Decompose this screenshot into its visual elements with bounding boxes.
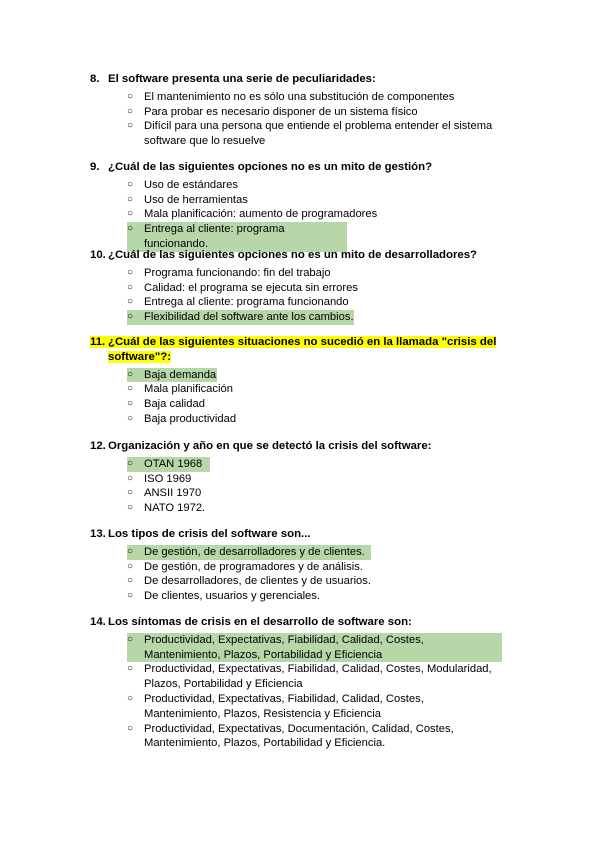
circle-bullet-icon: ○ bbox=[127, 208, 134, 220]
option-item: ○ Productividad, Expectativas, Fiabilidad, Calidad, Costes, Modularidad, Plazos, Portabilidad y Eficiencia bbox=[127, 663, 492, 691]
question-10 bbox=[90, 248, 520, 325]
option-item-correct: ○ Productividad, Expectativas, Fiabilidad, Calidad, Costes, Mantenimiento, Plazos, Portabilidad y Eficiencia bbox=[127, 633, 502, 663]
circle-bullet-icon: ○ bbox=[127, 412, 134, 424]
option-item: ○ Programa funcionando: fin del trabajo bbox=[127, 266, 331, 279]
option-item: ○ El mantenimiento no es sólo una substitución de componentes bbox=[127, 90, 455, 103]
option-item-correct: ○ Flexibilidad del software ante los cambios. bbox=[127, 311, 354, 324]
option-item: ○ Baja calidad bbox=[127, 398, 205, 411]
circle-bullet-icon: ○ bbox=[127, 692, 134, 704]
question-title: 14. Los síntomas de crisis en el desarrollo de software son: bbox=[90, 616, 412, 628]
options-list bbox=[90, 457, 520, 516]
circle-bullet-icon: ○ bbox=[127, 105, 134, 117]
option-item-correct: ○ Baja demanda bbox=[127, 368, 217, 381]
option-item: ○ Uso de herramientas bbox=[127, 193, 248, 206]
circle-bullet-icon: ○ bbox=[127, 281, 134, 293]
option-item-correct: ○ De gestión, de desarrolladores y de clientes. bbox=[127, 545, 371, 560]
question-highlight: 11. ¿Cuál de las siguientes situaciones no sucedió en la llamada "crisis del software"?: bbox=[90, 336, 497, 363]
question-title: 10. ¿Cuál de las siguientes opciones no es un mito de desarrolladores? bbox=[90, 249, 478, 261]
question-title: 13. Los tipos de crisis del software son... bbox=[90, 528, 311, 540]
question-9 bbox=[90, 160, 520, 252]
options-list bbox=[90, 633, 502, 751]
question-13 bbox=[90, 527, 520, 604]
circle-bullet-icon: ○ bbox=[127, 633, 134, 645]
option-item: ○ Uso de estándares bbox=[127, 178, 238, 191]
question-title bbox=[90, 335, 520, 365]
circle-bullet-icon: ○ bbox=[127, 368, 134, 380]
option-item-correct: ○ Entrega al cliente: programa funcionando. bbox=[127, 222, 347, 252]
option-item: ○ NATO 1972. bbox=[127, 502, 206, 515]
options-list bbox=[90, 368, 520, 427]
circle-bullet-icon: ○ bbox=[127, 383, 134, 395]
circle-bullet-icon: ○ bbox=[127, 193, 134, 205]
option-item: ○ Entrega al cliente: programa funcionando bbox=[127, 296, 349, 309]
circle-bullet-icon: ○ bbox=[127, 178, 134, 190]
question-8 bbox=[90, 72, 520, 149]
option-item: ○ De gestión, de programadores y de análisis. bbox=[127, 560, 363, 573]
circle-bullet-icon: ○ bbox=[127, 311, 134, 323]
circle-bullet-icon: ○ bbox=[127, 223, 134, 235]
circle-bullet-icon: ○ bbox=[127, 457, 134, 469]
option-item: ○ Difícil para una persona que entiende el problema entender el sistema software que lo resuelve bbox=[127, 120, 493, 148]
question-title: 8. El software presenta una serie de peculiaridades: bbox=[90, 73, 376, 85]
question-14 bbox=[90, 615, 520, 751]
options-list bbox=[90, 266, 520, 325]
circle-bullet-icon: ○ bbox=[127, 575, 134, 587]
option-item: ○ Mala planificación bbox=[127, 383, 233, 396]
option-item: ○ Productividad, Expectativas, Documentación, Calidad, Costes, Mantenimiento, Plazos, Portabilidad y Eficiencia. bbox=[127, 722, 454, 750]
circle-bullet-icon: ○ bbox=[127, 472, 134, 484]
circle-bullet-icon: ○ bbox=[127, 502, 134, 514]
options-list bbox=[90, 90, 520, 149]
option-item: ○ Productividad, Expectativas, Fiabilidad, Calidad, Costes, Mantenimiento, Plazos, Resistencia y Eficiencia bbox=[127, 692, 424, 720]
circle-bullet-icon: ○ bbox=[127, 90, 134, 102]
option-item: ○ De desarrolladores, de clientes y de usuarios. bbox=[127, 575, 371, 588]
circle-bullet-icon: ○ bbox=[127, 663, 134, 675]
option-item: ○ Para probar es necesario disponer de un sistema físico bbox=[127, 105, 418, 118]
question-12 bbox=[90, 439, 520, 516]
option-item: ○ ISO 1969 bbox=[127, 472, 192, 485]
circle-bullet-icon: ○ bbox=[127, 722, 134, 734]
circle-bullet-icon: ○ bbox=[127, 487, 134, 499]
question-title: 9. ¿Cuál de las siguientes opciones no es un mito de gestión? bbox=[90, 161, 433, 173]
question-title: 12. Organización y año en que se detectó la crisis del software: bbox=[90, 440, 432, 452]
options-list bbox=[90, 178, 520, 252]
question-11 bbox=[90, 335, 520, 427]
options-list bbox=[90, 545, 520, 604]
option-item: ○ De clientes, usuarios y gerenciales. bbox=[127, 590, 320, 603]
option-item: ○ Mala planificación: aumento de programadores bbox=[127, 208, 378, 221]
option-item-correct: ○ OTAN 1968 bbox=[127, 457, 210, 472]
circle-bullet-icon: ○ bbox=[127, 560, 134, 572]
circle-bullet-icon: ○ bbox=[127, 590, 134, 602]
option-item: ○ Baja productividad bbox=[127, 412, 237, 425]
circle-bullet-icon: ○ bbox=[127, 545, 134, 557]
option-item: ○ ANSII 1970 bbox=[127, 487, 202, 500]
circle-bullet-icon: ○ bbox=[127, 266, 134, 278]
circle-bullet-icon: ○ bbox=[127, 398, 134, 410]
option-item: ○ Calidad: el programa se ejecuta sin errores bbox=[127, 281, 358, 294]
circle-bullet-icon: ○ bbox=[127, 296, 134, 308]
circle-bullet-icon: ○ bbox=[127, 120, 134, 132]
